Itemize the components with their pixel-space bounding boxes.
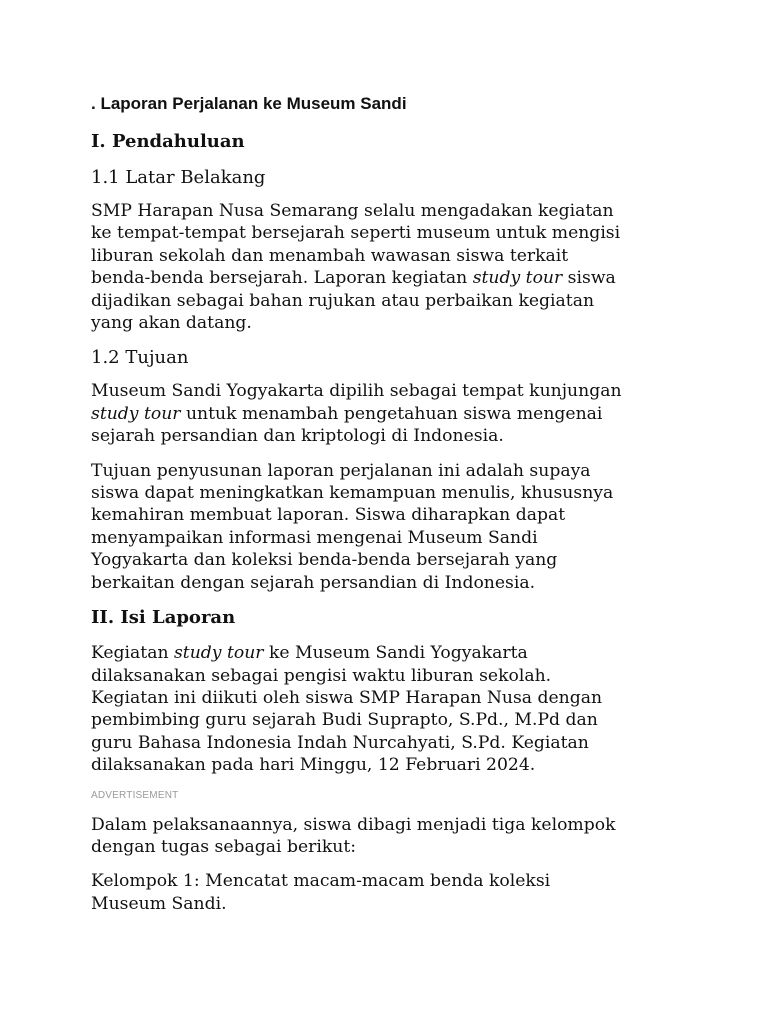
- italic-term: study tour: [173, 643, 264, 664]
- text-line: Kelompok 1: Mencatat macam-macam benda koleksi: [91, 871, 551, 892]
- text-fragment: benda-benda bersejarah. Laporan kegiatan: [91, 268, 473, 289]
- paragraph-tujuan-2: [91, 460, 691, 594]
- text-line: [91, 267, 691, 289]
- text-line: pembimbing guru sejarah Budi Suprapto, S.Pd., M.Pd dan: [91, 710, 598, 731]
- text-fragment: Kegiatan: [91, 643, 174, 664]
- text-line: [91, 403, 691, 425]
- text-line: Kegiatan ini diikuti oleh siswa SMP Harapan Nusa dengan: [91, 687, 603, 708]
- text-line: guru Bahasa Indonesia Indah Nurcahyati, S.Pd. Kegiatan: [91, 732, 589, 753]
- advertisement-label: ADVERTISEMENT: [91, 789, 179, 801]
- text-line: dengan tugas sebagai berikut:: [91, 836, 357, 857]
- text-line: Yogyakarta dan koleksi benda-benda bersejarah yang: [91, 550, 558, 571]
- section-heading-pendahuluan: I. Pendahuluan: [91, 131, 245, 152]
- italic-term: study tour: [472, 268, 563, 289]
- text-line: Dalam pelaksanaannya, siswa dibagi menjadi tiga kelompok: [91, 814, 616, 835]
- italic-term: study tour: [91, 403, 181, 424]
- text-line: menyampaikan informasi mengenai Museum Sandi: [91, 527, 538, 548]
- text-line: siswa dapat meningkatkan kemampuan menulis, khususnya: [91, 483, 614, 504]
- text-fragment: siswa: [562, 268, 616, 289]
- text-line: sejarah persandian dan kriptologi di Indonesia.: [91, 426, 504, 447]
- text-line: SMP Harapan Nusa Semarang selalu mengadakan kegiatan: [91, 201, 614, 221]
- text-line: dilaksanakan sebagai pengisi waktu liburan sekolah.: [91, 665, 552, 686]
- text-line: kemahiran membuat laporan. Siswa diharapkan dapat: [91, 505, 566, 526]
- text-line: yang akan datang.: [91, 313, 252, 334]
- text-line: Museum Sandi.: [91, 893, 227, 914]
- text-line: liburan sekolah dan menambah wawasan siswa terkait: [91, 245, 569, 266]
- paragraph-kelompok-1: [91, 870, 691, 915]
- text-line: berkaitan dengan sejarah persandian di Indonesia.: [91, 572, 536, 593]
- subsection-heading-tujuan: 1.2 Tujuan: [91, 347, 189, 369]
- text-line: [91, 642, 691, 664]
- text-fragment: untuk menambah pengetahuan siswa mengenai: [180, 403, 603, 424]
- text-line: dijadikan sebagai bahan rujukan atau perbaikan kegiatan: [91, 290, 595, 311]
- paragraph-isi-1: [91, 642, 691, 776]
- subsection-heading-latar-belakang: 1.1 Latar Belakang: [91, 167, 266, 188]
- text-line: Tujuan penyusunan laporan perjalanan ini adalah supaya: [91, 460, 591, 481]
- text-line: dilaksanakan pada hari Minggu, 12 Februari 2024.: [91, 755, 536, 776]
- text-fragment: ke Museum Sandi Yogyakarta: [263, 643, 528, 664]
- text-line: ke tempat-tempat bersejarah seperti museum untuk mengisi: [91, 223, 621, 244]
- paragraph-tujuan-1: [91, 380, 691, 447]
- section-heading-isi-laporan: II. Isi Laporan: [91, 607, 236, 629]
- paragraph-latar-belakang: [91, 200, 691, 334]
- paragraph-isi-2: [91, 814, 691, 859]
- article: [91, 92, 691, 927]
- document-title: . Laporan Perjalanan ke Museum Sandi: [91, 94, 407, 113]
- text-line: Museum Sandi Yogyakarta dipilih sebagai tempat kunjungan: [91, 381, 622, 402]
